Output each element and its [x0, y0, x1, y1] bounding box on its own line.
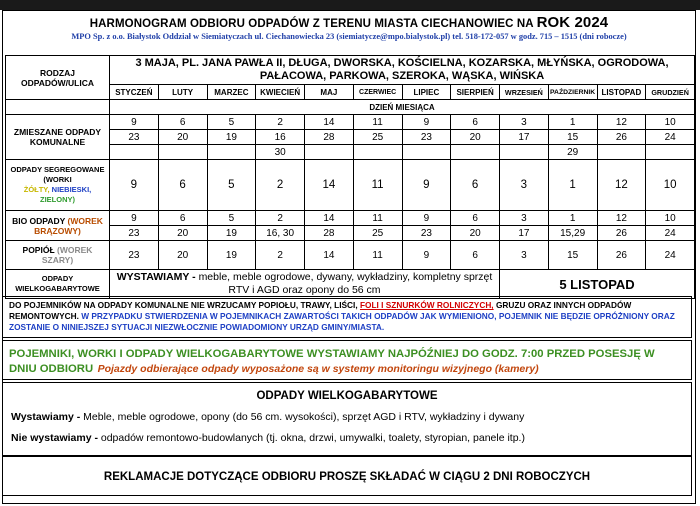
date-cell: 1	[548, 160, 597, 211]
date-cell: 2	[256, 115, 305, 130]
date-cell: 11	[353, 241, 402, 270]
date-cell: 6	[158, 211, 207, 226]
date-cell: 11	[353, 115, 402, 130]
date-cell: 3	[500, 241, 549, 270]
table-row	[6, 270, 695, 299]
date-cell: 25	[353, 226, 402, 241]
date-cell: 19	[207, 241, 256, 270]
day-header: DZIEŃ MIESIĄCA	[110, 100, 695, 115]
date-cell	[402, 145, 451, 160]
table-row	[6, 115, 695, 130]
table-row	[6, 160, 695, 211]
notice1-blue: W PRZYPADKU STWIERDZENIA W POJEMNIKACH ZAWARTOŚCI TAKICH ODPADÓW JAK WYMIENIONO, POJEMNIK NIE BĘDZIE OPRÓŻNIONY ORAZ ZOSTANIE O NINIEJSZEJ SYTUACJI NIEZWŁOCZNIE POWIADOMIONY URZĄD GMINY/MIASTA.	[9, 311, 675, 332]
bulky-yes-label: Wystawiamy -	[11, 411, 81, 423]
date-cell: 16	[256, 130, 305, 145]
title-year: ROK 2024	[536, 14, 609, 31]
bio-waste-label	[6, 211, 110, 241]
date-cell: 9	[402, 160, 451, 211]
month-header: MAJ	[305, 85, 354, 100]
bulky-waste-items	[110, 270, 500, 299]
date-cell: 6	[451, 211, 500, 226]
streets-list: 3 MAJA, PL. JANA PAWŁA II, DŁUGA, DWORSKA, KOŚCIELNA, KOZARSKA, MŁYŃSKA, OGRODOWA, PAŁACOWA, PARKOWA, SZEROKA, WĄSKA, WIŃSKA	[110, 56, 695, 85]
month-header: STYCZEŃ	[110, 85, 159, 100]
notice1-part1: DO POJEMNIKÓW NA ODPADY KOMUNALNE NIE WRZUCAMY POPIOŁU, TRAWY, LIŚCI,	[9, 300, 358, 310]
segregated-main: ODPADY SEGREGOWANE	[10, 165, 105, 174]
bulky-info-box	[2, 382, 692, 456]
date-cell: 6	[451, 241, 500, 270]
ash-label	[6, 241, 110, 270]
title-text: HARMONOGRAM ODBIORU ODPADÓW Z TERENU MIASTA CIECHANOWIEC NA	[89, 18, 534, 30]
bio-brown: BRĄZOWY)	[34, 225, 81, 236]
date-cell: 16, 30	[256, 226, 305, 241]
date-cell: 19	[207, 130, 256, 145]
date-cell: 24	[646, 226, 695, 241]
day-header-row	[6, 100, 695, 115]
date-cell: 9	[402, 115, 451, 130]
notice2-green: POJEMNIKI, WORKI I ODPADY WIELKOGABARYTOWE WYSTAWIAMY NAJPÓŹNIEJ DO GODZ. 7:00 PRZED POSESJĘ W DNIU ODBIORU	[9, 348, 655, 375]
date-cell: 20	[158, 226, 207, 241]
date-cell: 3	[500, 211, 549, 226]
segregated-green: ZIELONY)	[40, 195, 75, 204]
bulky-waste-date: 5 LISTOPAD	[500, 270, 695, 299]
date-cell: 14	[305, 211, 354, 226]
date-cell: 2	[256, 211, 305, 226]
blank-cell	[6, 100, 110, 115]
bulky-info-no	[11, 432, 691, 444]
date-cell: 5	[207, 160, 256, 211]
month-header: CZERWIEC	[353, 85, 402, 100]
date-cell: 3	[500, 115, 549, 130]
date-cell: 23	[110, 130, 159, 145]
date-cell: 20	[451, 130, 500, 145]
month-header: LUTY	[158, 85, 207, 100]
notice1-red: FOLI I SZNURKÓW ROLNICZYCH,	[359, 300, 494, 310]
date-cell: 17	[500, 130, 549, 145]
date-cell: 28	[305, 130, 354, 145]
month-header: MARZEC	[207, 85, 256, 100]
date-cell: 15,29	[548, 226, 597, 241]
ash-worek: (WOREK SZARY)	[41, 245, 93, 265]
date-cell: 23	[110, 241, 159, 270]
date-cell: 10	[646, 160, 695, 211]
date-cell	[207, 145, 256, 160]
date-cell: 10	[646, 115, 695, 130]
date-cell: 5	[207, 115, 256, 130]
date-cell: 6	[451, 160, 500, 211]
bulky-waste-label: ODPADY WIELKOGABARYTOWE	[6, 270, 110, 299]
date-cell: 14	[305, 115, 354, 130]
bulky-put-out-text: meble, meble ogrodowe, dywany, wykładziny, kompletny sprzęt RTV i AGD oraz opony do 56 cm	[198, 271, 493, 296]
date-cell: 29	[548, 145, 597, 160]
date-cell: 20	[158, 130, 207, 145]
date-cell	[110, 145, 159, 160]
date-cell	[158, 145, 207, 160]
date-cell: 12	[597, 115, 646, 130]
table-row	[6, 241, 695, 270]
date-cell	[451, 145, 500, 160]
date-cell: 15	[548, 130, 597, 145]
date-cell	[305, 145, 354, 160]
date-cell: 11	[353, 211, 402, 226]
date-cell: 17	[500, 226, 549, 241]
month-header: LISTOPAD	[597, 85, 646, 100]
date-cell	[597, 145, 646, 160]
table-row	[6, 226, 695, 241]
date-cell: 12	[597, 211, 646, 226]
months-row	[6, 85, 695, 100]
type-header: RODZAJ ODPADÓW/ULICA	[6, 56, 110, 100]
date-cell: 10	[646, 211, 695, 226]
segregated-blue: NIEBIESKI,	[51, 185, 92, 194]
bulky-yes-text: Meble, meble ogrodowe, opony (do 56 cm. wysokości), sprzęt AGD i RTV, wykładziny i dywany	[83, 411, 525, 423]
date-cell: 2	[256, 241, 305, 270]
notice-forbidden-waste	[2, 296, 692, 338]
bulky-info-title: ODPADY WIELKOGABARYTOWE	[256, 390, 438, 402]
date-cell: 6	[158, 160, 207, 211]
date-cell: 9	[110, 115, 159, 130]
bulky-info-yes	[11, 411, 691, 423]
bulky-no-text: odpadów remontowo-budowlanych (tj. okna, drzwi, umywalki, toalety, styropian, panele itp.)	[100, 432, 525, 444]
date-cell: 1	[548, 115, 597, 130]
date-cell: 26	[597, 226, 646, 241]
date-cell: 2	[256, 160, 305, 211]
date-cell: 30	[256, 145, 305, 160]
date-cell: 26	[597, 241, 646, 270]
date-cell: 3	[500, 160, 549, 211]
date-cell: 26	[597, 130, 646, 145]
date-cell: 12	[597, 160, 646, 211]
segregated-yellow: ŻÓŁTY,	[23, 185, 50, 194]
bio-worek: (WOREK	[67, 215, 103, 226]
date-cell: 9	[110, 211, 159, 226]
ash-main: POPIÓŁ	[22, 245, 55, 255]
notice1-part2: GRUZU ORAZ INNYCH ODPADÓW REMONTOWYCH.	[9, 300, 632, 321]
date-cell: 20	[158, 241, 207, 270]
table-row	[6, 211, 695, 226]
month-header: KWIECIEŃ	[256, 85, 305, 100]
date-cell: 23	[402, 130, 451, 145]
mixed-waste-label: ZMIESZANE ODPADY KOMUNALNE	[6, 115, 110, 160]
month-header: SIERPIEŃ	[451, 85, 500, 100]
notice-collection-time	[2, 340, 692, 380]
date-cell	[500, 145, 549, 160]
date-cell: 20	[451, 226, 500, 241]
date-cell: 5	[207, 211, 256, 226]
table-row	[6, 145, 695, 160]
table-row	[6, 130, 695, 145]
date-cell: 6	[158, 115, 207, 130]
date-cell: 9	[110, 160, 159, 211]
schedule-table	[5, 55, 695, 299]
page-title	[3, 14, 695, 31]
date-cell: 24	[646, 241, 695, 270]
date-cell: 9	[402, 211, 451, 226]
date-cell	[353, 145, 402, 160]
streets-row	[6, 56, 695, 85]
month-header: GRUDZIEŃ	[646, 85, 695, 100]
date-cell: 23	[402, 226, 451, 241]
month-header: PAŹDZIERNIK	[548, 85, 597, 100]
date-cell: 19	[207, 226, 256, 241]
date-cell: 14	[305, 241, 354, 270]
date-cell: 23	[110, 226, 159, 241]
segregated-waste-label	[6, 160, 110, 211]
date-cell: 24	[646, 130, 695, 145]
date-cell: 6	[451, 115, 500, 130]
segregated-worki: (WORKI	[43, 175, 72, 184]
bulky-no-label: Nie wystawiamy -	[11, 432, 98, 444]
bio-main: BIO ODPADY	[12, 215, 66, 226]
month-header: WRZESIEŃ	[500, 85, 549, 100]
date-cell: 25	[353, 130, 402, 145]
complaints-notice: REKLAMACJE DOTYCZĄCE ODBIORU PROSZĘ SKŁADAĆ W CIĄGU 2 DNI ROBOCZYCH	[2, 456, 692, 496]
top-bar	[0, 0, 700, 10]
date-cell: 28	[305, 226, 354, 241]
date-cell: 9	[402, 241, 451, 270]
header	[3, 14, 695, 41]
date-cell: 11	[353, 160, 402, 211]
notice2-orange: Pojazdy odbierające odpady wyposażone są w systemy monitoringu wizyjnego (kamery)	[97, 363, 539, 375]
company-info: MPO Sp. z o.o. Białystok Oddział w Siemiatyczach ul. Ciechanowiecka 23 (siemiatycze@mpo.bialystok.pl) tel. 518-172-057 w godz. 715 – 1515 (dni robocze)	[71, 32, 627, 41]
month-header: LIPIEC	[402, 85, 451, 100]
date-cell	[646, 145, 695, 160]
date-cell: 15	[548, 241, 597, 270]
bulky-put-out-label: WYSTAWIAMY -	[116, 271, 196, 283]
date-cell: 14	[305, 160, 354, 211]
date-cell: 1	[548, 211, 597, 226]
